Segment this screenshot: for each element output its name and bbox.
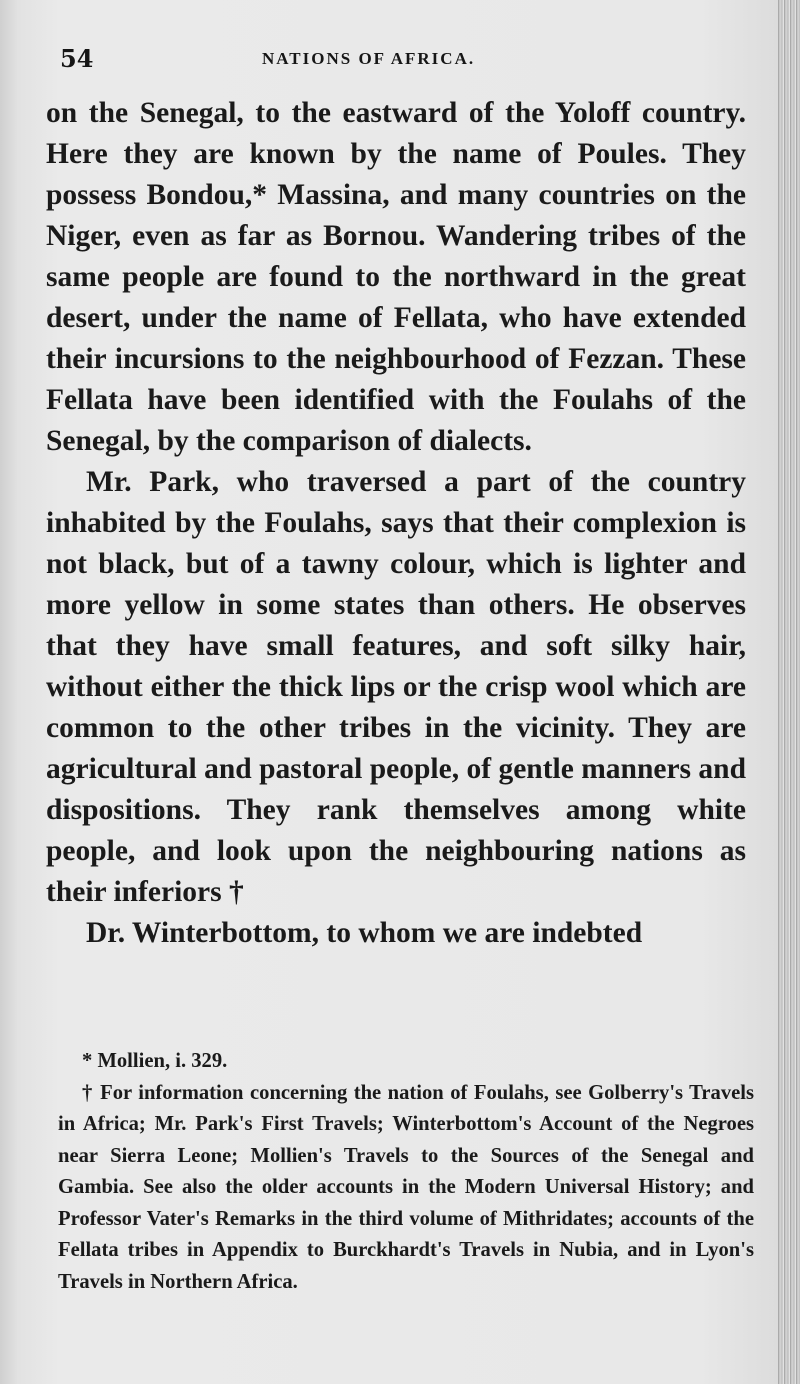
paragraph: Dr. Winterbottom, to whom we are indebted — [86, 917, 643, 949]
page-header — [46, 44, 746, 76]
paragraph: on the Senegal, to the eastward of the Yoloff country. Here they are known by the name of Poules. They possess Bondou,* Massina, and many countries on the Niger, even as far as Bornou. Wandering tribes of the same people are found to the northward in the great desert, under the name of Fellata, who have extended their incursions to the neighbourhood of Fezzan. These Fellata have been identified with the Foulahs of the Senegal, by the comparison of dialects. — [46, 97, 746, 457]
footnotes — [58, 1046, 754, 1298]
paragraph: Mr. Park, who traversed a part of the country inhabited by the Foulahs, says that their complexion is not black, but of a tawny colour, which is lighter and more yellow in some states than others. He observes that they have small features, and soft silky hair, without either the thick lips or the crisp wool which are common to the other tribes in the vicinity. They are agricultural and pastoral people, of gentle manners and dispositions. They rank themselves among white people, and look upon the neighbouring nations as their inferiors † — [46, 466, 746, 908]
footnote: * Mollien, i. 329. — [82, 1050, 228, 1072]
running-head: NATIONS OF AFRICA. — [262, 49, 476, 68]
footnote: † For information concerning the nation of Foulahs, see Golberry's Travels in Africa; Mr. Park's First Travels; Winterbottom's Account of the Negroes near Sierra Leone; Mollien's Travels to the Sources of the Senegal and Gambia. See also the older accounts in the Modern Universal History; and Professor Vater's Remarks in the third volume of Mithridates; accounts of the Fellata tribes in Appendix to Burckhardt's Travels in Nubia, and in Lyon's Travels in Northern Africa. — [58, 1081, 754, 1293]
page-number: 54 — [60, 44, 94, 73]
page-edge — [778, 0, 800, 1384]
body-text — [46, 93, 746, 954]
